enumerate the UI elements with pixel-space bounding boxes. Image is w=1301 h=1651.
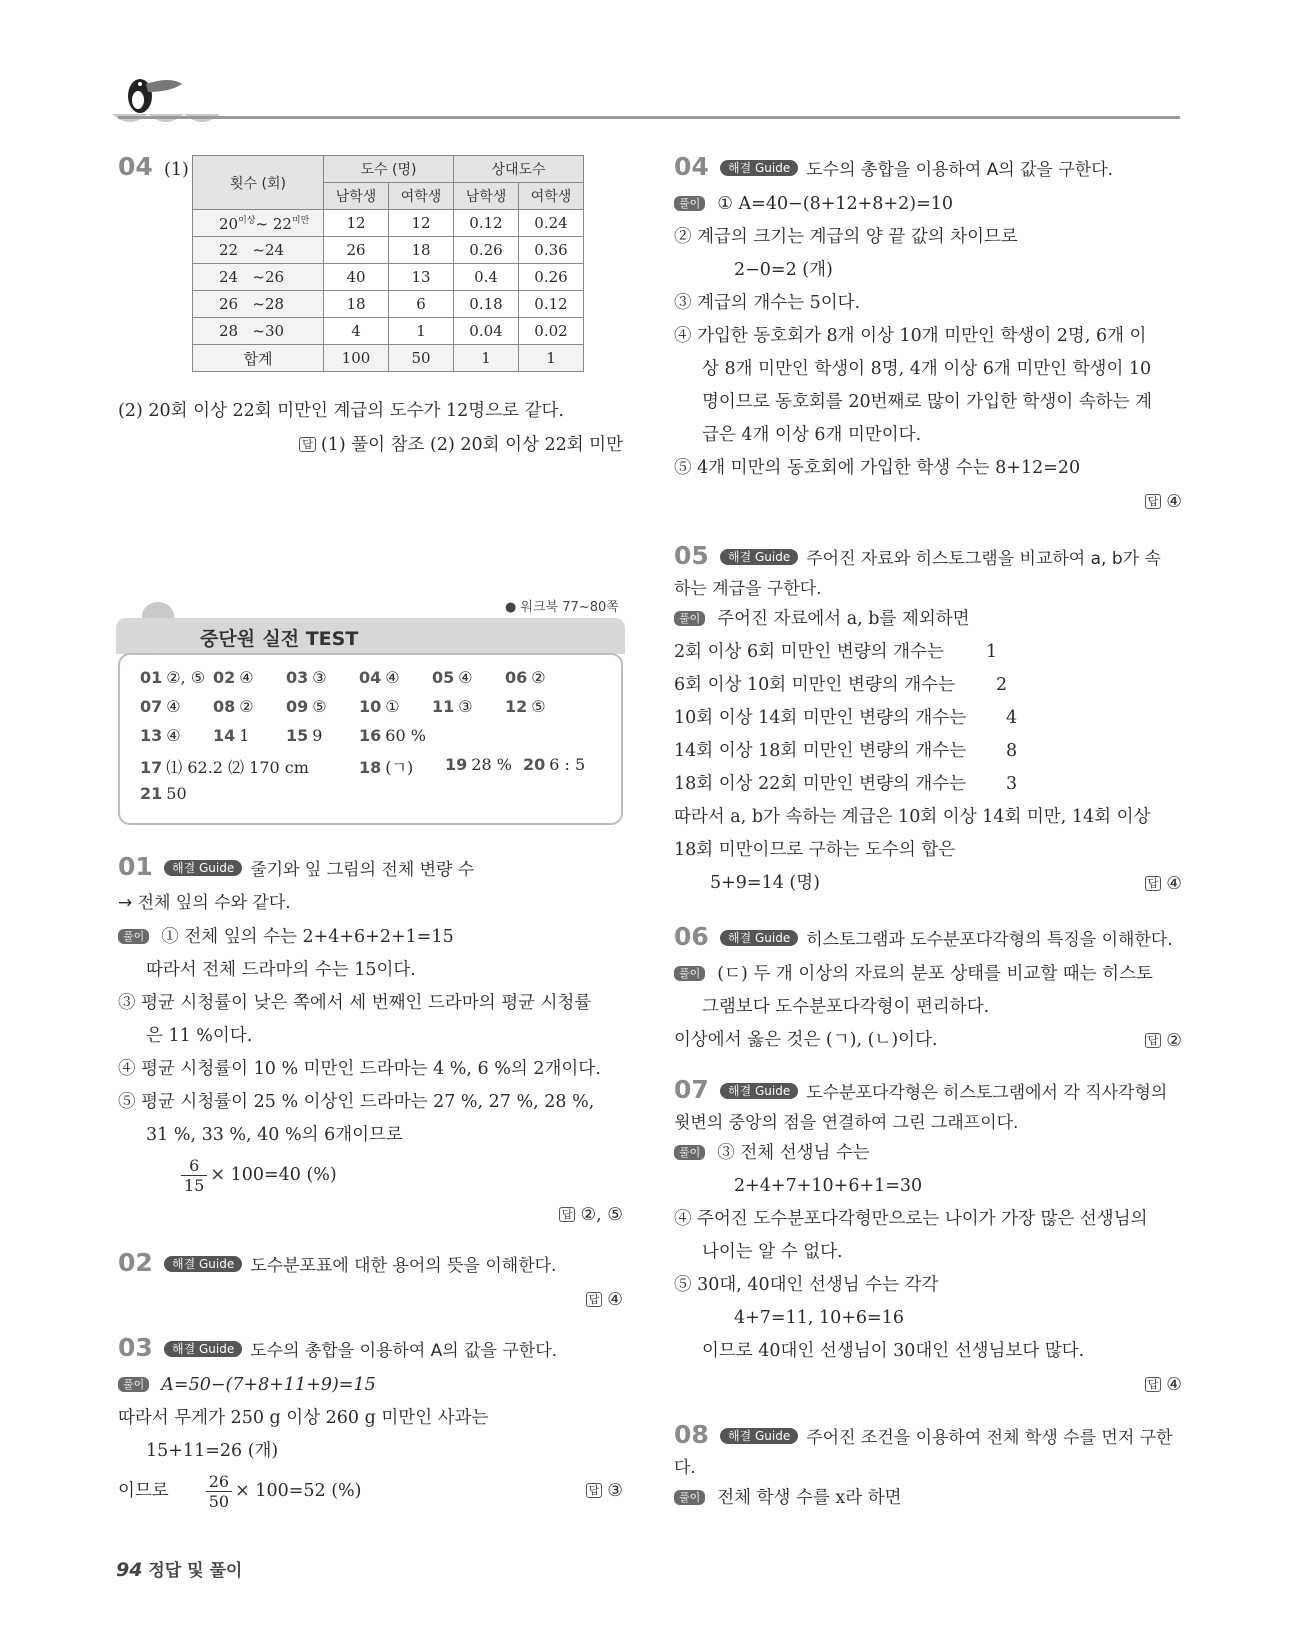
solution-line: 전체 학생 수를 x라 하면: [717, 1488, 902, 1508]
answer-icon: 답: [1145, 876, 1162, 891]
guide-badge: 해결 Guide: [720, 1083, 798, 1099]
solution-line: 5+9=14 (명) 답 ④: [710, 873, 1182, 894]
answer-icon: 답: [1145, 494, 1162, 509]
header-frequency: 도수 (명): [324, 156, 454, 183]
solution-line: A=50−(7+8+11+9)=15: [161, 1375, 376, 1395]
solution-line: 2−0=2 (개): [734, 260, 833, 280]
question-number: 05: [674, 541, 709, 570]
question-number: 07: [674, 1075, 709, 1104]
test-answer: 14 1: [213, 726, 250, 745]
solution-badge: 풀이: [674, 1490, 705, 1505]
test-title: 중단원 실전 TEST: [200, 628, 359, 650]
header-boy: 남학생: [324, 183, 389, 210]
solution-line: ③ 계급의 개수는 5이다.: [674, 293, 861, 313]
header-rel-girl: 여학생: [519, 183, 584, 210]
solution-badge: 풀이: [674, 966, 705, 981]
solution-line: ① A=40−(8+12+8+2)=10: [717, 194, 953, 214]
page-footer: [116, 1556, 242, 1581]
answer-icon: 답: [586, 1292, 603, 1307]
question-number: 04: [674, 152, 709, 181]
solution-badge: 풀이: [674, 1145, 705, 1160]
solution-line: ⑤ 4개 미만의 동호회에 가입한 학생 수는 8+12=20: [674, 458, 1081, 478]
footer-label: 정답 및 풀이: [148, 1561, 243, 1581]
solution-line: (ㄷ) 두 개 이상의 자료의 분포 상태를 비교할 때는 히스토: [717, 964, 1153, 984]
question-number: 08: [674, 1420, 709, 1449]
answer-icon: 답: [586, 1483, 603, 1498]
header-wave-decoration: [112, 112, 232, 128]
answer-icon: 답: [299, 437, 316, 452]
answer-icon: 답: [1145, 1033, 1162, 1048]
count-row: 14회 이상 18회 미만인 변량의 개수는 8: [674, 741, 1018, 761]
guide-text: 주어진 조건을 이용하여 전체 학생 수를 먼저 구한: [806, 1428, 1173, 1448]
guide-badge: 해결 Guide: [720, 930, 798, 946]
solution-badge: 풀이: [118, 1377, 149, 1392]
solution-line: 나이는 알 수 없다.: [702, 1242, 843, 1262]
header-girl: 여학생: [389, 183, 454, 210]
question-number: 04: [118, 152, 153, 181]
test-answer: 15 9: [286, 726, 323, 745]
workbook-reference: ● 워크북 77~80쪽: [505, 600, 619, 615]
test-answer: 09 ⑤: [286, 697, 327, 716]
solution-line: ③ 평균 시청률이 낮은 쪽에서 세 번째인 드라마의 평균 시청률: [118, 993, 592, 1013]
test-answer: 07 ④: [140, 697, 181, 716]
solution-fraction-line: 이므로 $\frac{26}{50}$ × 100=52 (%) 답 ③: [118, 1472, 623, 1511]
left-column: [118, 150, 623, 462]
q02-answer: 답 ④: [118, 1283, 623, 1317]
solution-line: ⑤ 평균 시청률이 25 % 이상인 드라마는 27 %, 27 %, 28 %,: [118, 1092, 595, 1112]
solution-badge: 풀이: [118, 929, 149, 944]
test-answer: 01 ②, ⑤: [140, 668, 206, 687]
solution-line: ① 전체 잎의 수는 2+4+6+2+1=15: [161, 927, 454, 947]
q01-answer: 답 ②, ⑤: [118, 1198, 623, 1232]
solution-line: ③ 전체 선생님 수는: [717, 1143, 870, 1163]
table-row: 22 ~24 26 18 0.26 0.36: [193, 237, 584, 264]
solution-line: 이상에서 옳은 것은 (ㄱ), (ㄴ)이다. 답 ②: [674, 1030, 1182, 1051]
table-row: 26 ~28 18 6 0.18 0.12: [193, 291, 584, 318]
test-answer: 11 ③: [432, 697, 473, 716]
solution-line: ④ 주어진 도수분포다각형만으로는 나이가 가장 많은 선생님의: [674, 1209, 1148, 1229]
solution-line: 명이므로 동호회를 20번째로 많이 가입한 학생이 속하는 계: [702, 392, 1153, 412]
test-answer: 12 ⑤: [505, 697, 546, 716]
solution-fraction-line: $\frac{6}{15}$ × 100=40 (%): [118, 1152, 623, 1198]
guide-text: 주어진 자료와 히스토그램을 비교하여 a, b가 속: [806, 549, 1161, 569]
header-rel-boy: 남학생: [454, 183, 519, 210]
solution-line: 따라서 무게가 250 g 이상 260 g 미만인 사과는: [118, 1408, 489, 1428]
solution-line: ⑤ 30대, 40대인 선생님 수는 각각: [674, 1275, 939, 1295]
table-row: $20^{이상}\sim$ $22^{미만}$ 12 12 0.12 0.24: [193, 210, 584, 237]
test-answer: 17 ⑴ 62.2 ⑵ 170 cm: [140, 758, 309, 777]
test-answer: 03 ③: [286, 668, 327, 687]
solution-line: ② 계급의 크기는 계급의 양 끝 값의 차이므로: [674, 227, 1018, 247]
solution-line: 따라서 a, b가 속하는 계급은 10회 이상 14회 미만, 14회 이상: [674, 807, 1151, 827]
part-label: (1): [164, 160, 189, 180]
solution-badge: 풀이: [674, 196, 705, 211]
guide-text: 도수분포표에 대한 용어의 뜻을 이해한다.: [250, 1256, 557, 1276]
solution-line: 상 8개 미만인 학생이 8명, 4개 이상 6개 미만인 학생이 10: [702, 359, 1152, 379]
solution-line: ④ 가입한 동호회가 8개 이상 10개 미만인 학생이 2명, 6개 이: [674, 326, 1147, 346]
test-answer: 20 6 : 5: [523, 755, 586, 774]
answer-icon: 답: [559, 1207, 576, 1222]
solution-line: ④ 평균 시청률이 10 % 미만인 드라마는 4 %, 6 %의 2개이다.: [118, 1059, 601, 1079]
test-answer: 10 ①: [359, 697, 400, 716]
question-number: 01: [118, 852, 153, 881]
table-row: 28 ~30 4 1 0.04 0.02: [193, 318, 584, 345]
page-number: 94: [116, 1559, 143, 1581]
guide-badge: 해결 Guide: [164, 1341, 242, 1357]
solution-line: 은 11 %이다.: [146, 1026, 253, 1046]
solution-line: 31 %, 33 %, 40 %의 6개이므로: [146, 1125, 403, 1145]
count-row: 6회 이상 10회 미만인 변량의 개수는 2: [674, 675, 1008, 695]
solution-line: 4+7=11, 10+6=16: [734, 1308, 904, 1328]
q04-left: [118, 150, 623, 395]
guide-text: 도수의 총합을 이용하여 A의 값을 구한다.: [806, 160, 1114, 180]
question-number: 02: [118, 1248, 153, 1277]
test-answer: 19 28 %: [445, 755, 512, 774]
q07-answer: 답 ④: [674, 1368, 1182, 1402]
test-answer: 13 ④: [140, 726, 181, 745]
test-answer: 16 60 %: [359, 726, 426, 745]
question-number: 03: [118, 1333, 153, 1362]
q04-part2: (2) 20회 이상 22회 미만인 계급의 도수가 12명으로 같다.: [118, 401, 564, 421]
left-column-lower: [118, 850, 623, 1514]
frequency-table: [192, 155, 584, 372]
guide-text: 하는 계급을 구한다.: [674, 579, 822, 599]
q04-answer: 답 ④: [674, 485, 1182, 519]
solution-badge: 풀이: [674, 611, 705, 626]
guide-text: 히스토그램과 도수분포다각형의 특징을 이해한다.: [806, 930, 1173, 950]
test-answer: 08 ②: [213, 697, 254, 716]
count-row: 18회 이상 22회 미만인 변량의 개수는 3: [674, 774, 1018, 794]
guide-text: 줄기와 잎 그림의 전체 변량 수: [250, 860, 475, 880]
count-row: 2회 이상 6회 미만인 변량의 개수는 1: [674, 642, 998, 662]
guide-text: 도수의 총합을 이용하여 A의 값을 구한다.: [250, 1341, 558, 1361]
solution-line: 15+11=26 (개): [146, 1441, 279, 1461]
guide-text: 다.: [674, 1458, 696, 1478]
guide-text: → 전체 잎의 수와 같다.: [118, 893, 291, 913]
header-rule: [118, 116, 1180, 119]
solution-line: 급은 4개 이상 6개 미만이다.: [702, 425, 922, 445]
count-row: 10회 이상 14회 미만인 변량의 개수는 4: [674, 708, 1018, 728]
guide-badge: 해결 Guide: [720, 1428, 798, 1444]
guide-badge: 해결 Guide: [720, 160, 798, 176]
header-class: 횟수 (회): [193, 156, 324, 210]
solution-line: 2+4+7+10+6+1=30: [734, 1176, 923, 1196]
table-row: 24 ~26 40 13 0.4 0.26: [193, 264, 584, 291]
solution-line: 주어진 자료에서 a, b를 제외하면: [717, 609, 970, 629]
header-relative: 상대도수: [454, 156, 584, 183]
answer-icon: 답: [1145, 1377, 1162, 1392]
test-answer: 02 ④: [213, 668, 254, 687]
solution-line: 따라서 전체 드라마의 수는 15이다.: [146, 960, 416, 980]
solution-line: 18회 미만이므로 구하는 도수의 합은: [674, 840, 956, 860]
test-answer: 05 ④: [432, 668, 473, 687]
test-answer: 18 (ㄱ): [359, 758, 414, 777]
test-answer: 21 50: [140, 784, 187, 803]
solution-line: 그램보다 도수분포다각형이 편리하다.: [702, 997, 990, 1017]
guide-badge: 해결 Guide: [164, 1256, 242, 1272]
test-banner: [116, 618, 625, 654]
test-answer: 06 ②: [505, 668, 546, 687]
guide-badge: 해결 Guide: [720, 549, 798, 565]
guide-text: 도수분포다각형은 히스토그램에서 각 직사각형의: [806, 1083, 1168, 1103]
test-answer: 04 ④: [359, 668, 400, 687]
solution-line: 이므로 40대인 선생님이 30대인 선생님보다 많다.: [702, 1341, 1085, 1361]
guide-text: 윗변의 중앙의 점을 연결하여 그린 그래프이다.: [674, 1113, 1019, 1133]
right-column: [674, 150, 1182, 1515]
q04-answer: 답 (1) 풀이 참조 (2) 20회 이상 22회 미만: [118, 428, 623, 462]
guide-badge: 해결 Guide: [164, 860, 242, 876]
table-total-row: 합계 100 50 1 1: [193, 345, 584, 372]
question-number: 06: [674, 922, 709, 951]
